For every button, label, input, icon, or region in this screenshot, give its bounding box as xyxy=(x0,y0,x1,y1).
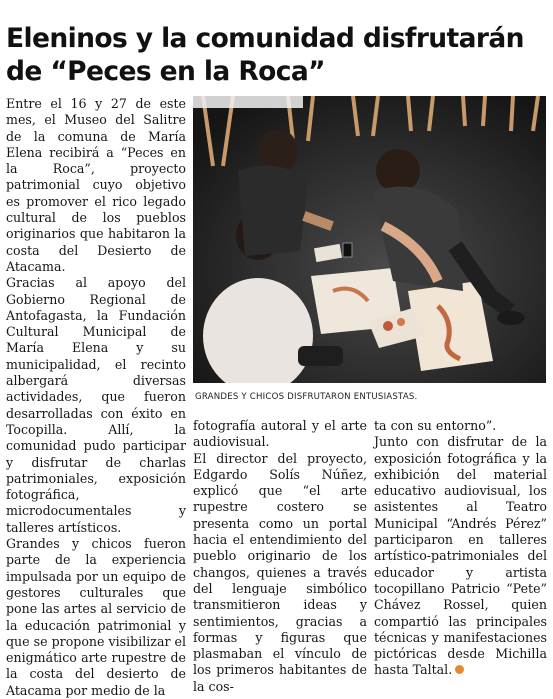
paragraph: Grandes y chicos fueron parte de la experiencia impulsada por un equipo de gestores culturales que pone las artes al servicio de la educación patrimonial y que se propone visibilizar el enigmático arte rupestre de la costa del desierto de Atacama por medio de la xyxy=(6,536,186,698)
paragraph: fotografía autoral y el arte audiovisual. xyxy=(193,418,367,450)
paragraph-final xyxy=(374,434,547,678)
headline-line-1: Eleninos y la comunidad disfrutarán xyxy=(6,22,524,54)
article-column-1 xyxy=(6,96,186,699)
headline xyxy=(6,22,551,88)
article-photo xyxy=(193,96,546,383)
workshop-photo-illustration xyxy=(193,96,546,383)
paragraph: Entre el 16 y 27 de este mes, el Museo del Salitre de la comuna de María Elena recibirá a “Peces en la Roca”, proyecto patrimonial cuyo objetivo es promover el rico legado cultural de los pueblos originarios que habitaron la costa del Desierto de Atacama. xyxy=(6,96,186,274)
paragraph: ta con su entorno”. xyxy=(374,418,497,433)
headline-line-2: de “Peces en la Roca” xyxy=(6,55,325,87)
paragraph: El director del proyecto, Edgardo Solís Núñez, explicó que “el arte rupestre costero se presenta como un portal hacia el entendimiento del pueblo originario de los changos, quienes a través del lenguaje simbólico transmitieron ideas y sentimientos, gracias a formas y figuras que plasmaban el vínculo de los primeros habitantes de la cos- xyxy=(193,450,367,694)
paragraph-final-text: Junto con disfrutar de la exposición fotográfica y la exhibición del material educativo audiovisual, los asistentes al Teatro Municipal “Andrés Pérez” participaron en talleres artístico-patrimoniales del educador y artista tocopillano Patricio “Pete” Chávez Rossel, quien compartió las principales técnicas y manifestaciones pictóricas desde Michilla hasta Taltal. xyxy=(374,434,547,678)
article-column-2 xyxy=(193,418,367,695)
end-of-article-icon xyxy=(455,665,464,674)
photo-caption: GRANDES Y CHICOS DISFRUTARON ENTUSIASTAS. xyxy=(195,392,418,402)
paragraph: Gracias al apoyo del Gobierno Regional de Antofagasta, la Fundación Cultural Municipal de María Elena y su municipalidad, el recinto albergará diversas actividades, que fueron desarrolladas con éxito en Tocopilla. Allí, la comunidad pudo participar y disfrutar de charlas patrimoniales, exposición fotográfica, microdocumentales y talleres artísticos. xyxy=(6,275,186,535)
article-column-3 xyxy=(374,418,547,679)
